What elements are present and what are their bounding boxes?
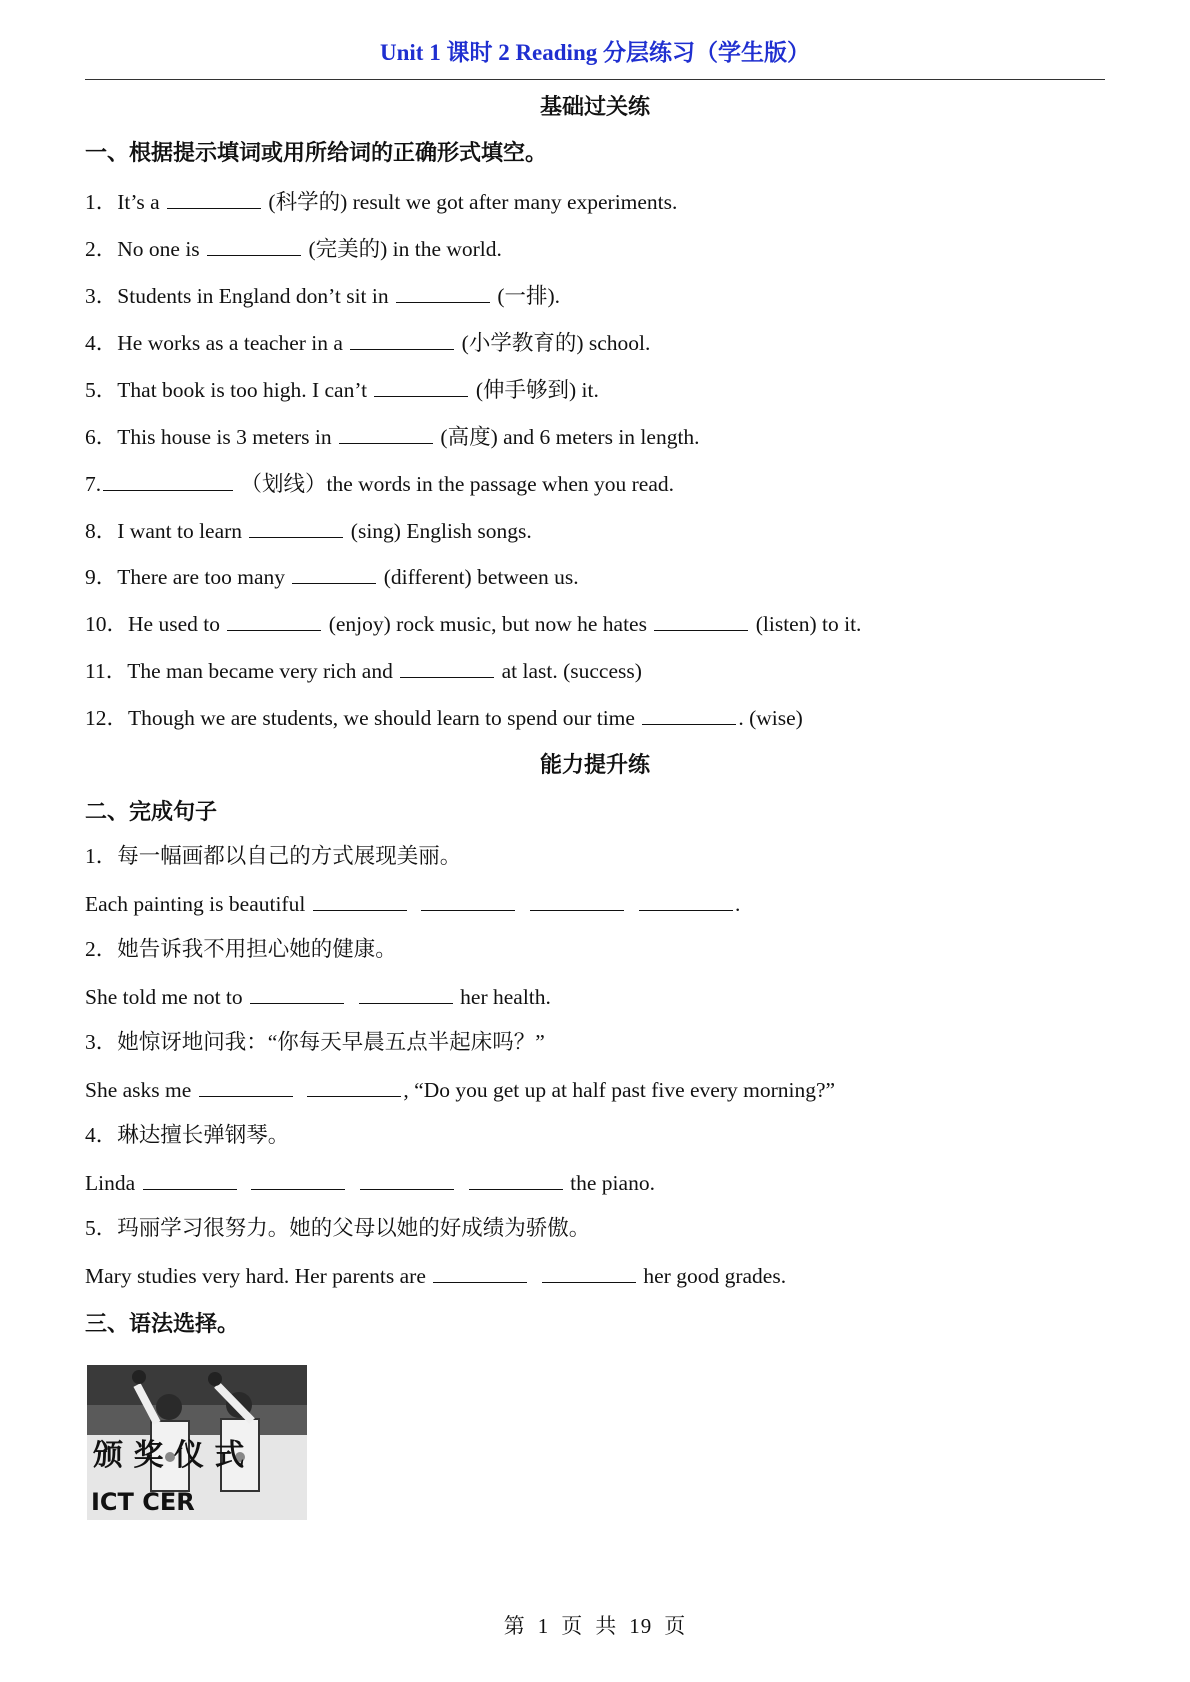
section-advanced-heading: 能力提升练 xyxy=(539,752,650,777)
answer-blank[interactable] xyxy=(307,1074,401,1097)
exercise-item xyxy=(85,468,674,499)
sentence-prompt xyxy=(85,934,397,964)
sentence-answer-line xyxy=(85,888,740,919)
item-text: (different) between us. xyxy=(378,565,579,589)
item-number: 8． xyxy=(85,519,118,543)
item-number: 10． xyxy=(85,612,129,636)
answer-blank[interactable] xyxy=(530,888,624,911)
item-text: (enjoy) rock music, but now he hates xyxy=(323,612,653,636)
answer-blank[interactable] xyxy=(199,1074,293,1097)
answer-blank[interactable] xyxy=(251,1167,345,1190)
item-number: 5． xyxy=(85,378,118,402)
item-text: This house is 3 meters in xyxy=(117,425,338,449)
answer-blank[interactable] xyxy=(339,421,433,444)
answer-blank[interactable] xyxy=(396,280,490,303)
item-text: I want to learn xyxy=(117,519,248,543)
part3-title: 三、语法选择。 xyxy=(85,1311,240,1336)
answer-blank[interactable] xyxy=(400,655,494,678)
item-text: No one is xyxy=(117,237,206,261)
item-number: 3． xyxy=(85,284,118,308)
part1-title: 一、根据提示填词或用所给词的正确形式填空。 xyxy=(85,140,548,165)
item-number: 5． xyxy=(85,1216,118,1240)
answer-blank[interactable] xyxy=(639,888,733,911)
item-number: 7. xyxy=(85,472,102,496)
exercise-item xyxy=(85,186,677,217)
award-ceremony-photo xyxy=(87,1365,307,1520)
document-title: Unit 1 课时 2 Reading 分层练习（学生版） xyxy=(380,40,810,65)
exercise-item xyxy=(85,655,642,686)
item-text: her health. xyxy=(454,985,551,1009)
exercise-item xyxy=(85,515,532,546)
answer-blank[interactable] xyxy=(207,233,301,256)
answer-blank[interactable] xyxy=(359,981,453,1004)
photo-sign-text: 颁 奖 仪 式 xyxy=(93,1438,245,1473)
item-number: 3． xyxy=(85,1030,118,1054)
answer-blank[interactable] xyxy=(421,888,515,911)
answer-blank[interactable] xyxy=(292,561,376,584)
answer-blank[interactable] xyxy=(313,888,407,911)
item-number: 1． xyxy=(85,844,118,868)
item-text: , “Do you get up at half past five every morning?” xyxy=(403,1078,836,1102)
item-text: Each painting is beautiful xyxy=(85,892,311,916)
answer-blank[interactable] xyxy=(654,608,748,631)
exercise-item xyxy=(85,608,861,639)
answer-blank[interactable] xyxy=(250,981,344,1004)
header-divider xyxy=(85,79,1105,80)
answer-blank[interactable] xyxy=(374,374,468,397)
answer-blank[interactable] xyxy=(103,468,233,491)
item-text: (小学教育的) school. xyxy=(456,331,651,355)
item-text: He works as a teacher in a xyxy=(117,331,349,355)
chinese-sentence: 她告诉我不用担心她的健康。 xyxy=(117,937,397,961)
item-number: 6． xyxy=(85,425,118,449)
item-number: 9． xyxy=(85,565,118,589)
chinese-sentence: 琳达擅长弹钢琴。 xyxy=(117,1123,290,1147)
exercise-item xyxy=(85,374,599,405)
chinese-sentence: 她惊讶地问我：“你每天早晨五点半起床吗？” xyxy=(117,1030,545,1054)
item-number: 11． xyxy=(85,659,128,683)
answer-blank[interactable] xyxy=(227,608,321,631)
chinese-sentence: 每一幅画都以自己的方式展现美丽。 xyxy=(117,844,462,868)
item-text: (科学的) result we got after many experiments. xyxy=(263,190,678,214)
answer-blank[interactable] xyxy=(469,1167,563,1190)
item-text: (伸手够到) it. xyxy=(470,378,599,402)
answer-blank[interactable] xyxy=(143,1167,237,1190)
sentence-answer-line xyxy=(85,1167,655,1198)
item-text: The man became very rich and xyxy=(127,659,399,683)
sentence-answer-line xyxy=(85,1260,786,1291)
item-text: （划线）the words in the passage when you read. xyxy=(235,472,674,496)
item-number: 12． xyxy=(85,706,129,730)
footer-text: 共 xyxy=(595,1614,618,1638)
sentence-prompt xyxy=(85,841,461,871)
item-number: 2． xyxy=(85,237,118,261)
exercise-item xyxy=(85,561,579,592)
item-text: Linda xyxy=(85,1171,141,1195)
exercise-item xyxy=(85,280,560,311)
answer-blank[interactable] xyxy=(642,702,736,725)
item-text: the piano. xyxy=(564,1171,655,1195)
item-text: Students in England don’t sit in xyxy=(117,284,394,308)
total-pages: 19 xyxy=(629,1614,653,1638)
section-basic-heading: 基础过关练 xyxy=(539,94,650,119)
photo-illustration xyxy=(87,1365,307,1520)
item-text: She told me not to xyxy=(85,985,249,1009)
item-number: 4． xyxy=(85,331,118,355)
page-footer xyxy=(0,1610,1190,1640)
footer-text: 第 xyxy=(503,1614,526,1638)
item-number: 2． xyxy=(85,937,118,961)
item-text: . (wise) xyxy=(738,706,803,730)
sentence-prompt xyxy=(85,1120,289,1150)
item-text: (完美的) in the world. xyxy=(303,237,502,261)
answer-blank[interactable] xyxy=(350,327,454,350)
item-text: (高度) and 6 meters in length. xyxy=(435,425,700,449)
item-text: Mary studies very hard. Her parents are xyxy=(85,1264,432,1288)
item-text: (listen) to it. xyxy=(750,612,862,636)
footer-text: 页 xyxy=(561,1614,584,1638)
part2-title: 二、完成句子 xyxy=(85,799,218,824)
item-text: It’s a xyxy=(117,190,166,214)
sentence-prompt xyxy=(85,1213,590,1243)
exercise-item xyxy=(85,327,650,358)
answer-blank[interactable] xyxy=(167,186,261,209)
sentence-answer-line xyxy=(85,1074,835,1105)
item-text: . xyxy=(734,892,741,916)
answer-blank[interactable] xyxy=(249,515,343,538)
answer-blank[interactable] xyxy=(433,1260,527,1283)
page-number: 1 xyxy=(537,1614,550,1638)
exercise-item xyxy=(85,702,803,733)
sentence-answer-line xyxy=(85,981,551,1012)
photo-sign-en: ICT CER xyxy=(91,1488,195,1516)
item-text: (一排). xyxy=(491,284,561,308)
item-text: (sing) English songs. xyxy=(345,519,532,543)
sentence-prompt xyxy=(85,1027,545,1057)
item-text: She asks me xyxy=(85,1078,197,1102)
item-number: 1． xyxy=(85,190,118,214)
exercise-item xyxy=(85,421,700,452)
answer-blank[interactable] xyxy=(360,1167,454,1190)
item-text: Though we are students, we should learn to spend our time xyxy=(128,706,641,730)
item-text: There are too many xyxy=(117,565,291,589)
answer-blank[interactable] xyxy=(542,1260,636,1283)
item-text: That book is too high. I can’t xyxy=(117,378,373,402)
footer-text: 页 xyxy=(664,1614,687,1638)
chinese-sentence: 玛丽学习很努力。她的父母以她的好成绩为骄傲。 xyxy=(117,1216,591,1240)
item-text: her good grades. xyxy=(638,1264,787,1288)
item-number: 4． xyxy=(85,1123,118,1147)
item-text: He used to xyxy=(128,612,226,636)
item-text: at last. (success) xyxy=(496,659,642,683)
exercise-item xyxy=(85,233,502,264)
